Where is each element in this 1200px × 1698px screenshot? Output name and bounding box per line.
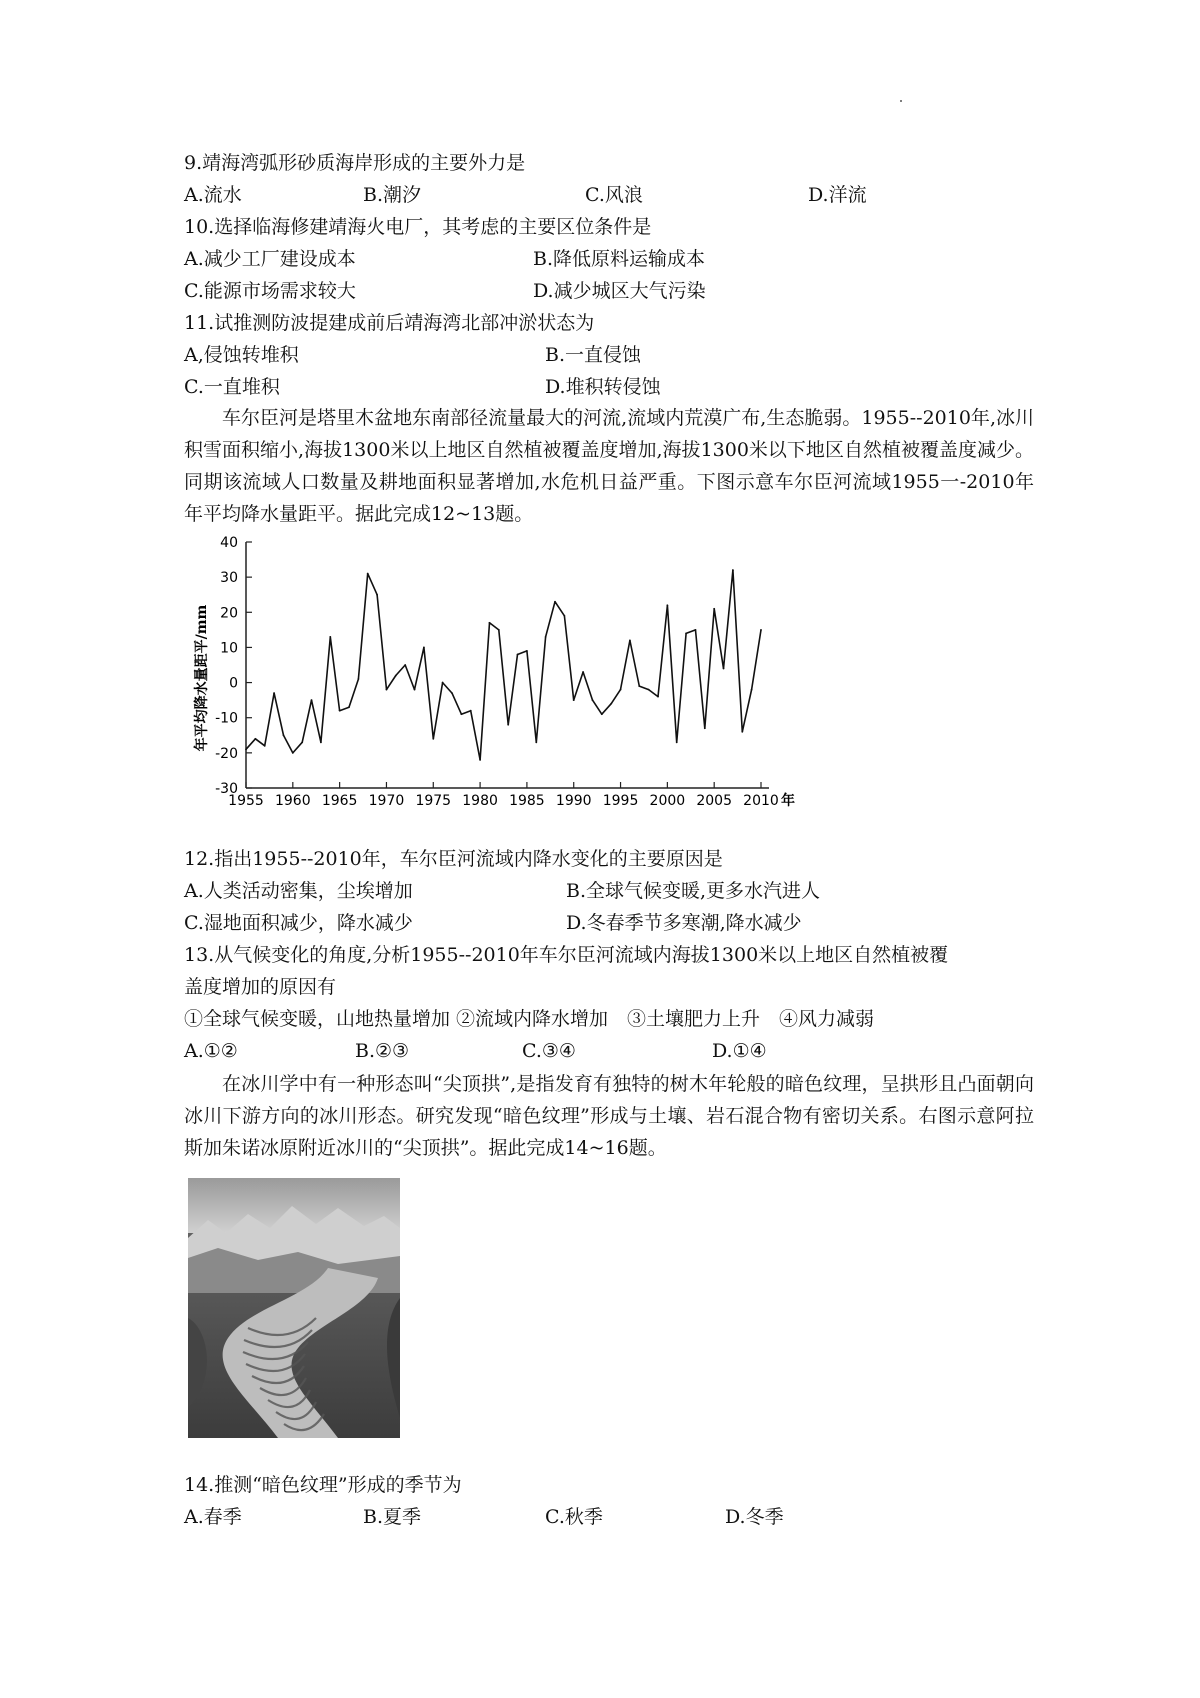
data-point [760, 629, 762, 631]
x-tick-label: 1980 [462, 793, 498, 809]
y-tick-label: -30 [215, 781, 238, 797]
y-tick-label: 10 [220, 640, 238, 657]
q12-option-a: A.人类活动密集，尘埃增加 [184, 880, 413, 902]
data-point [442, 682, 444, 684]
q14-option-c: C.秋季 [545, 1506, 603, 1528]
y-axis-label: 年平均降水量距平/mm [194, 604, 210, 752]
x-axis-label: 年 [781, 793, 795, 809]
y-tick-label: 40 [220, 535, 238, 551]
data-point [339, 710, 341, 712]
data-point [535, 741, 537, 743]
data-point [751, 689, 753, 691]
data-point [432, 738, 434, 740]
data-point [320, 741, 322, 743]
data-point [357, 678, 359, 680]
q14-stem: 14.推测“暗色纹理”形成的季节为 [184, 1474, 462, 1496]
data-point [657, 696, 659, 698]
q13-stem-line1: 13.从气候变化的角度,分析1955--2010年车尔臣河流域内海拔1300米以上地区自然植被覆 [184, 944, 949, 966]
data-point [245, 748, 247, 750]
q14-option-b: B.夏季 [363, 1506, 422, 1528]
data-point [554, 601, 556, 603]
data-point [283, 734, 285, 736]
data-point [732, 569, 734, 571]
q11-option-a: A,侵蚀转堆积 [184, 344, 299, 366]
data-point [592, 699, 594, 701]
data-point [451, 692, 453, 694]
q13-choices: ①全球气候变暖，山地热量增加 ②流域内降水增加 ③土壤肥力上升 ④风力减弱 [184, 1008, 875, 1030]
q11-option-d: D.堆积转侵蚀 [545, 376, 661, 398]
data-point [254, 738, 256, 740]
q10-option-a: A.减少工厂建设成本 [184, 248, 356, 270]
q12-option-c: C.湿地面积减少，降水减少 [184, 912, 413, 934]
passage-cherchen-river: 车尔臣河是塔里木盆地东南部径流量最大的河流,流域内荒漠广布,生态脆弱。1955--2010年,冰川积雪面积缩小,海拔1300米以上地区自然植被覆盖度增加,海拔1300米以下地区自然植被覆盖度减少。同期该流域人口数量及耕地面积显著增加,水危机日益严重。下图示意车尔臣河流域1955一-2010年年平均降水量距平。据此完成12~13题。 [184, 407, 1034, 525]
data-point [414, 689, 416, 691]
q11-option-c: C.一直堆积 [184, 376, 280, 398]
x-tick-label: 1985 [509, 793, 545, 809]
q13-option-d: D.①④ [712, 1040, 767, 1062]
data-point [695, 629, 697, 631]
q10-option-b: B.降低原料运输成本 [533, 248, 706, 270]
q9-option-a: A.流水 [184, 184, 242, 206]
x-tick-label: 1975 [415, 793, 452, 809]
q14-option-d: D.冬季 [725, 1506, 784, 1528]
y-tick-label: 0 [229, 675, 238, 692]
data-point [489, 622, 491, 624]
data-point [386, 689, 388, 691]
data-point [629, 640, 631, 642]
data-point [741, 731, 743, 733]
q13-option-c: C.③④ [522, 1040, 576, 1062]
data-point [470, 710, 472, 712]
y-tick-label: -10 [215, 710, 238, 727]
q10-option-d: D.减少城区大气污染 [533, 280, 706, 302]
data-point [329, 636, 331, 638]
data-point [498, 629, 500, 631]
q10-stem: 10.选择临海修建靖海火电厂，其考虑的主要区位条件是 [184, 216, 652, 238]
data-point [376, 594, 378, 596]
y-tick-label: -20 [215, 745, 238, 762]
data-point [676, 741, 678, 743]
data-point [311, 699, 313, 701]
data-point [460, 713, 462, 715]
data-point [704, 727, 706, 729]
q12-stem: 12.指出1955--2010年，车尔臣河流域内降水变化的主要原因是 [184, 848, 723, 870]
data-point [563, 615, 565, 617]
data-point [620, 689, 622, 691]
q14-option-a: A.春季 [184, 1506, 242, 1528]
x-tick-label: 1990 [555, 793, 592, 809]
data-point [713, 608, 715, 610]
y-tick-label: 30 [220, 570, 238, 587]
data-point [685, 632, 687, 634]
x-tick-label: 2010 [743, 793, 779, 809]
q9-option-c: C.风浪 [585, 184, 643, 206]
x-tick-label: 2005 [696, 793, 733, 809]
glacier-ogive-photo [188, 1178, 400, 1438]
data-point [666, 604, 668, 606]
data-point [273, 692, 275, 694]
data-point [648, 689, 650, 691]
q12-option-d: D.冬春季节多寒潮,降水减少 [566, 912, 802, 934]
data-point [545, 636, 547, 638]
data-point [526, 650, 528, 652]
q11-option-b: B.一直侵蚀 [545, 344, 642, 366]
precipitation-anomaly-series-line [246, 570, 761, 760]
x-tick-label: 1960 [274, 793, 311, 809]
data-point [423, 647, 425, 649]
data-point [367, 573, 369, 575]
q9-option-d: D.洋流 [808, 184, 867, 206]
q12-option-b: B.全球气候变暖,更多水汽进人 [566, 880, 821, 902]
q9-option-b: B.潮汐 [363, 184, 422, 206]
data-point [292, 752, 294, 754]
q13-option-b: B.②③ [355, 1040, 410, 1062]
x-tick-label: 1970 [368, 793, 405, 809]
scan-speck [900, 100, 902, 102]
data-point [601, 713, 603, 715]
data-point [348, 706, 350, 708]
precipitation-anomaly-chart [186, 528, 826, 828]
data-point [582, 671, 584, 673]
data-point [404, 664, 406, 666]
data-point [573, 699, 575, 701]
data-point [610, 703, 612, 705]
data-point [723, 668, 725, 670]
data-point [479, 759, 481, 761]
q11-stem: 11.试推测防波提建成前后靖海湾北部冲淤状态为 [184, 312, 595, 334]
y-tick-label: 20 [220, 605, 238, 622]
q10-option-c: C.能源市场需求较大 [184, 280, 356, 302]
data-point [264, 745, 266, 747]
q13-option-a: A.①② [184, 1040, 238, 1062]
x-tick-label: 1965 [321, 793, 358, 809]
data-point [301, 741, 303, 743]
x-tick-label: 1995 [602, 793, 639, 809]
x-tick-label: 1955 [228, 793, 264, 809]
passage-glacier-ogives: 在冰川学中有一种形态叫“尖顶拱”,是指发育有独特的树木年轮般的暗色纹理，呈拱形且凸面朝向冰川下游方向的冰川形态。研究发现“暗色纹理”形成与土壤、岩石混合物有密切关系。右图示意阿拉斯加朱诺冰原附近冰川的“尖顶拱”。据此完成14~16题。 [184, 1073, 1034, 1159]
data-point [395, 675, 397, 677]
x-tick-label: 2000 [649, 793, 686, 809]
data-point [638, 685, 640, 687]
data-point [507, 724, 509, 726]
q9-stem: 9.靖海湾弧形砂质海岸形成的主要外力是 [184, 152, 526, 174]
q13-stem-line2: 盖度增加的原因有 [184, 976, 337, 998]
data-point [517, 654, 519, 656]
